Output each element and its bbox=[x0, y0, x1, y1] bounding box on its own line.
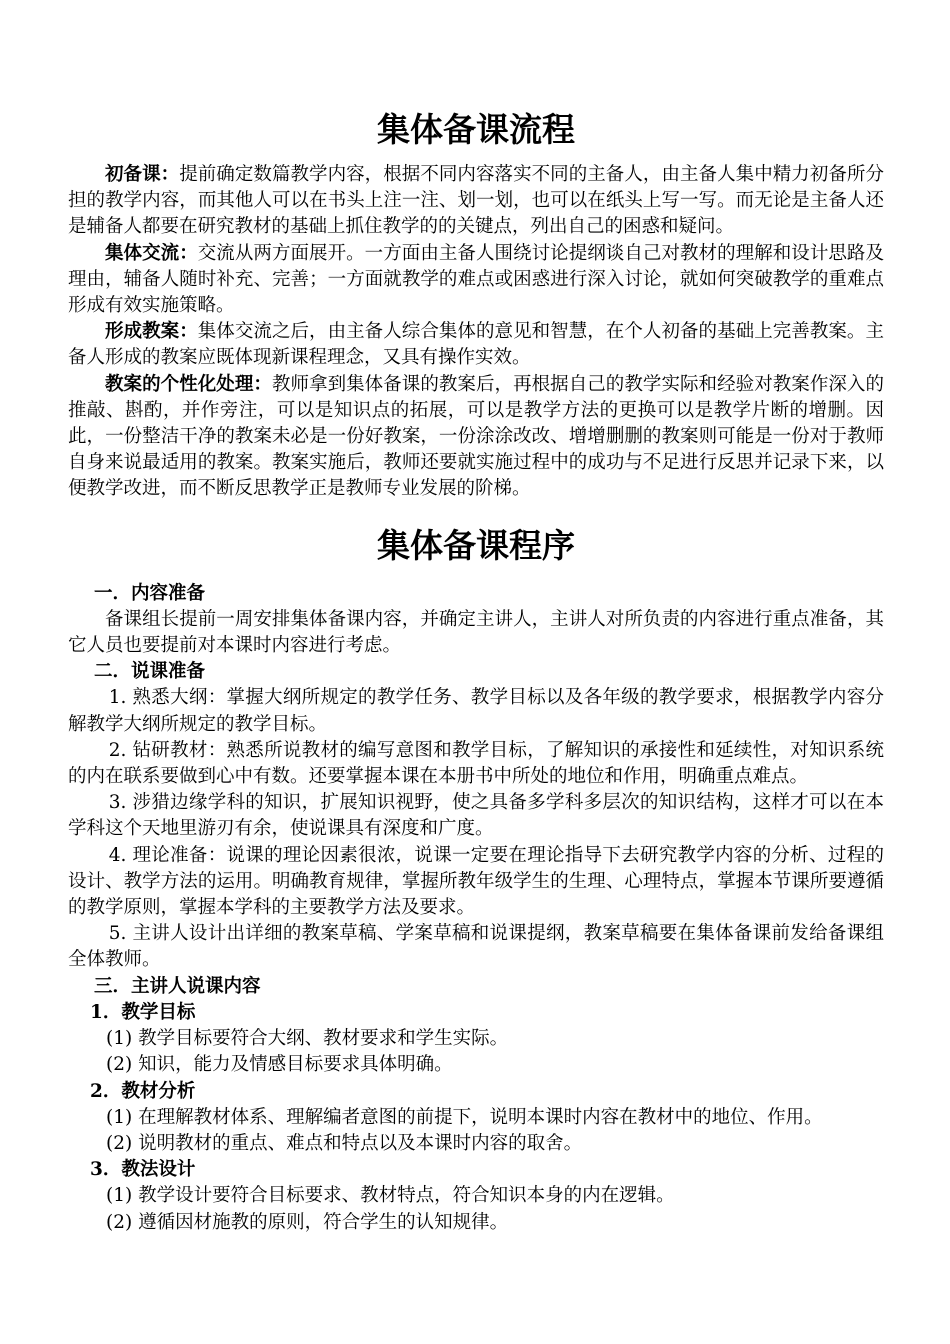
heading-method-design: 3．教法设计 bbox=[90, 1159, 196, 1181]
text-initial-prep: 提前确定数篇教学内容，根据不同内容落实不同的主备人，由主备人集中精力初备所分担的教学内容，而其他人可以在书头上注一注、划一划，也可以在纸头上写一写。而无论是主备人还是辅备人都要在研究教材的基础上抓住教学的的关键点，列出自己的困惑和疑问。 bbox=[68, 164, 884, 238]
lecture-prep-item-1: 1. 熟悉大纲：掌握大纲所规定的教学任务、教学目标以及各年级的教学要求，根据教学内容分解教学大纲所规定的教学目标。 bbox=[68, 687, 884, 735]
lecture-prep-item-2: 2. 钻研教材：熟悉所说教材的编写意图和教学目标，了解知识的承接性和延续性，对知识系统的内在联系要做到心中有数。还要掌握本课在本册书中所处的地位和作用，明确重点难点。 bbox=[68, 739, 884, 788]
document-page bbox=[68, 100, 884, 1236]
label-group-exchange: 集体交流： bbox=[105, 242, 198, 264]
text-group-exchange: 交流从两方面展开。一方面由主备人围绕讨论提纲谈自己对教材的理解和设计思路及理由，辅备人随时补充、完善；一方面就教学的难点或困惑进行深入讨论，就如何突破教学的重难点形成有效实施策略。 bbox=[68, 242, 884, 317]
title-procedure: 集体备课程序 bbox=[377, 525, 575, 565]
method-item-2: (2) 遵循因材施教的原则，符合学生的认知规律。 bbox=[106, 1211, 509, 1233]
lecture-prep-item-3: 3. 涉猎边缘学科的知识，扩展知识视野，使之具备多学科多层次的知识结构，这样才可以在本学科这个天地里游刃有余，使说课具有深度和广度。 bbox=[68, 792, 884, 840]
goal-item-1: (1) 教学目标要符合大纲、教材要求和学生实际。 bbox=[106, 1028, 509, 1050]
label-form-plan: 形成教案： bbox=[105, 321, 198, 343]
text-personalize: 教师拿到集体备课的教案后，再根据自己的教学实际和经验对教案作深入的推敲、斟酌，并作旁注，可以是知识点的拓展，可以是教学方法的更换可以是教学片断的增删。因此，一份整洁干净的教案未必是一份好教案，一份涂涂改改、增增删删的教案则可能是一份对于教师自身来说最适用的教案。教案实施后，教师还要就实施过程中的成功与不足进行反思并记录下来，以便教学改进，而不断反思教学正是教师专业发展的阶梯。 bbox=[68, 373, 884, 500]
label-initial-prep: 初备课： bbox=[105, 164, 180, 185]
text-form-plan: 集体交流之后，由主备人综合集体的意见和智慧，在个人初备的基础上完善教案。主备人形成的教案应既体现新课程理念，又具有操作实效。 bbox=[68, 321, 884, 369]
label-personalize: 教案的个性化处理： bbox=[105, 373, 272, 395]
paragraph-content-prep: 备课组长提前一周安排集体备课内容，并确定主讲人，主讲人对所负责的内容进行重点准备，其它人员也要提前对本课时内容进行考虑。 bbox=[68, 608, 884, 657]
material-item-1: (1) 在理解教材体系、理解编者意图的前提下，说明本课时内容在教材中的地位、作用。 bbox=[106, 1106, 823, 1128]
paragraph-initial-prep bbox=[68, 162, 884, 241]
lecture-prep-item-4: 4. 理论准备：说课的理论因素很浓，说课一定要在理论指导下去研究教学内容的分析、过程的设计、教学方法的运用。明确教育规律，掌握所教年级学生的生理、心理特点，掌握本节课所要遵循的教学原则，掌握本学科的主要教学方法及要求。 bbox=[68, 844, 884, 919]
title-process: 集体备课流程 bbox=[377, 110, 575, 149]
heading-content-prep: 一．内容准备 bbox=[94, 582, 206, 604]
heading-lecture-prep: 二．说课准备 bbox=[94, 661, 206, 683]
paragraph-personalize bbox=[68, 372, 884, 503]
paragraph-group-exchange bbox=[68, 241, 884, 320]
paragraph-form-plan bbox=[68, 319, 884, 371]
heading-lecture-content: 三．主讲人说课内容 bbox=[94, 975, 261, 997]
method-item-1: (1) 教学设计要符合目标要求、教材特点，符合知识本身的内在逻辑。 bbox=[106, 1185, 675, 1207]
heading-material-analysis: 2．教材分析 bbox=[90, 1080, 196, 1102]
material-item-2: (2) 说明教材的重点、难点和特点以及本课时内容的取舍。 bbox=[106, 1132, 583, 1154]
goal-item-2: (2) 知识，能力及情感目标要求具体明确。 bbox=[106, 1054, 453, 1076]
lecture-prep-item-5: 5. 主讲人设计出详细的教案草稿、学案草稿和说课提纲，教案草稿要在集体备课前发给备课组全体教师。 bbox=[68, 923, 884, 971]
heading-teaching-goals: 1．教学目标 bbox=[90, 1001, 196, 1023]
